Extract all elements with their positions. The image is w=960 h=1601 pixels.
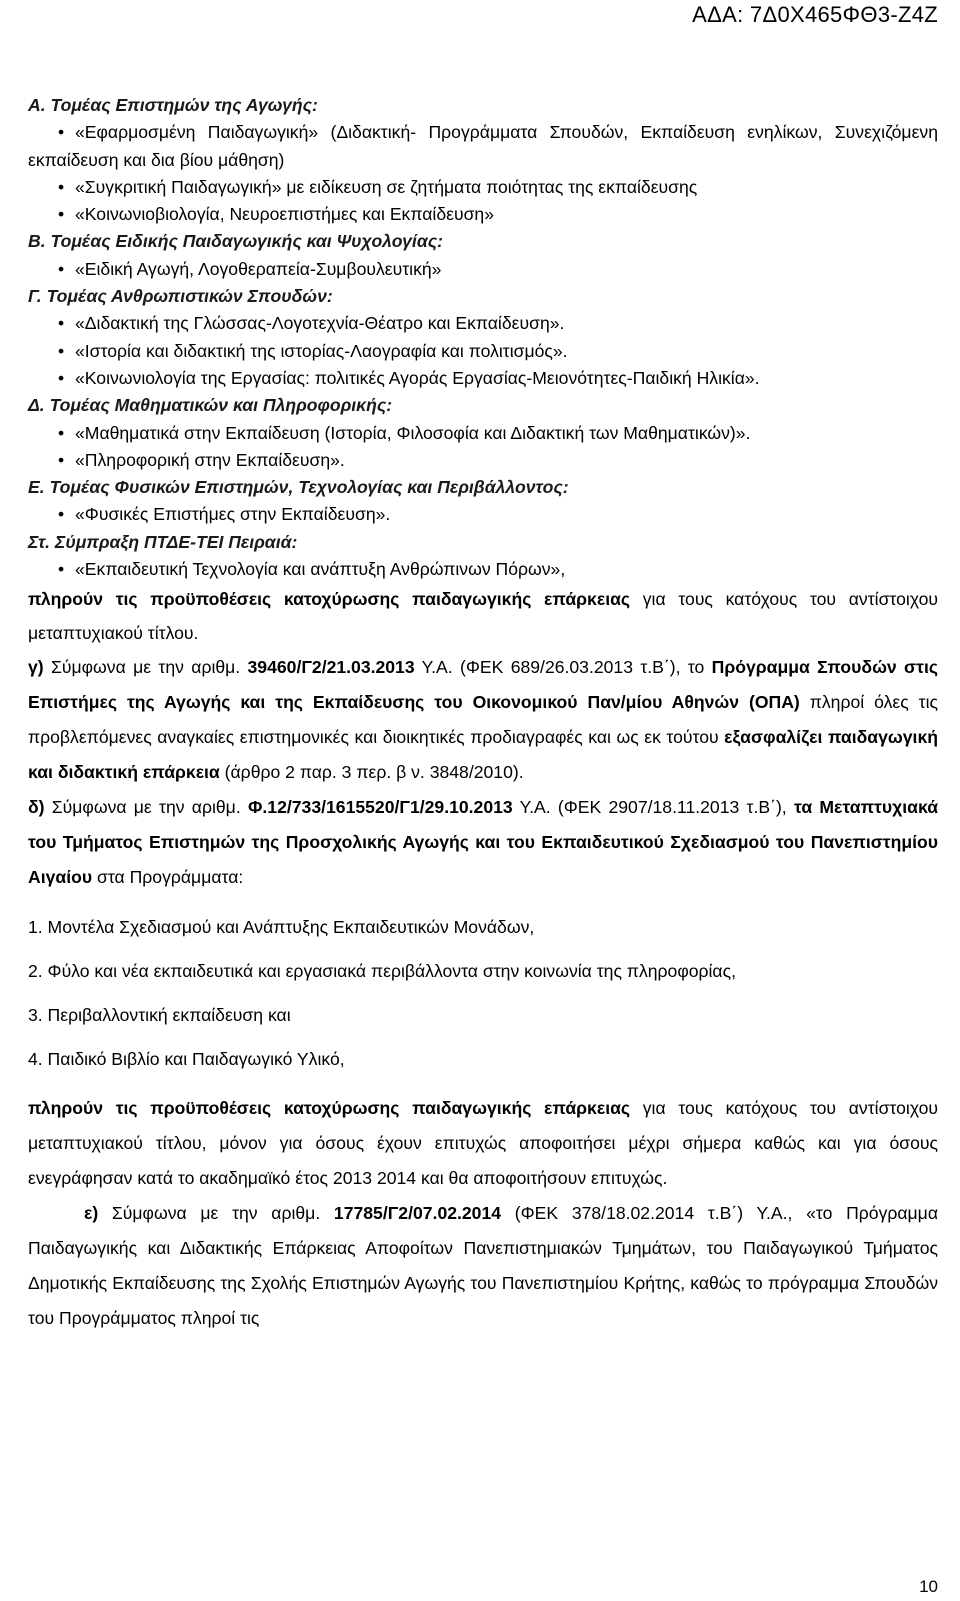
section-st-title: Στ. Σύμπραξη ΠΤΔΕ-ΤΕΙ Πειραιά: [28, 531, 298, 552]
list-item: • «Εκπαιδευτική Τεχνολογία και ανάπτυξη Ανθρώπινων Πόρων», [28, 556, 938, 583]
section-d-title: Δ. Τομέας Μαθηματικών και Πληροφορικής: [28, 395, 393, 416]
paragraph-epsilon [28, 1196, 938, 1336]
bold-text: πληρούν τις προϋποθέσεις κατοχύρωσης παιδαγωγικής επάρκειας [28, 589, 631, 610]
list-item: • «Εφαρμοσμένη Παιδαγωγική» (Διδακτική- Προγράμματα Σπουδών, Εκπαίδευση ενηλίκων, Συνεχιζόμενη εκπαίδευση και δια βίου μάθηση) [28, 119, 938, 174]
body-text: για τους κατόχους του αντίστοιχου μεταπτυχιακού τίτλου. [28, 589, 938, 643]
list-item: • «Κοινωνιοβιολογία, Νευροεπιστήμες και Εκπαίδευση» [28, 201, 938, 228]
list-item: • «Κοινωνιολογία της Εργασίας: πολιτικές Αγοράς Εργασίας-Μειονότητες-Παιδική Ηλικία». [28, 365, 938, 392]
ministerial-decision-ref: 39460/Γ2/21.03.2013 [247, 657, 415, 678]
list-item: • «Φυσικές Επιστήμες στην Εκπαίδευση». [28, 501, 938, 528]
paragraph-qualification-2 [28, 1091, 938, 1196]
bold-text: πληρούν τις προϋποθέσεις κατοχύρωσης παιδαγωγικής επάρκειας [28, 1098, 631, 1119]
list-item: • «Συγκριτική Παιδαγωγική» με ειδίκευση σε ζητήματα ποιότητας της εκπαίδευσης [28, 174, 938, 201]
section-a-title: Α. Τομέας Επιστημών της Αγωγής: [28, 95, 318, 115]
section-b-title: Β. Τομέας Ειδικής Παιδαγωγικής και Ψυχολογίας: [28, 231, 443, 252]
body-text: Σύμφωνα με την αριθμ. [43, 657, 248, 678]
list-item: • «Ιστορία και διδακτική της ιστορίας-Λαογραφία και πολιτισμός». [28, 338, 938, 365]
ministerial-decision-ref: Φ.12/733/1615520/Γ1/29.10.2013 [247, 797, 513, 818]
program-name: Πρόγραμμα Σπουδών στις Επιστήμες της Αγωγής και της Εκπαίδευσης του Οικονομικού Παν/μίου Αθηνών (ΟΠΑ) [28, 657, 938, 713]
paragraph-label: ε) [84, 1203, 99, 1224]
document-body [28, 92, 938, 1336]
paragraph-delta [28, 790, 938, 895]
program-item: 2. Φύλο και νέα εκπαιδευτικά και εργασιακά περιβάλλοντα στην κοινωνία της πληροφορίας, [28, 961, 736, 982]
bold-text: εξασφαλίζει παιδαγωγική και διδακτική επάρκεια [28, 727, 938, 783]
paragraph-qualification [28, 583, 938, 650]
body-text: Σύμφωνα με την αριθμ. [98, 1203, 334, 1224]
list-item: • «Ειδική Αγωγή, Λογοθεραπεία-Συμβουλευτική» [28, 256, 938, 283]
ministerial-decision-ref: 17785/Γ2/07.02.2014 [333, 1203, 502, 1224]
body-text: Σύμφωνα με την αριθμ. [44, 797, 248, 818]
section-c-title: Γ. Τομέας Ανθρωπιστικών Σπουδών: [28, 286, 333, 307]
body-text: στα Προγράμματα: [92, 867, 244, 888]
page-number: 10 [919, 1577, 938, 1596]
body-text: (άρθρο 2 παρ. 3 περ. β ν. 3848/2010). [219, 762, 524, 783]
list-item: • «Διδακτική της Γλώσσας-Λογοτεχνία-Θέατρο και Εκπαίδευση». [28, 310, 938, 337]
list-item: • «Πληροφορική στην Εκπαίδευση». [28, 447, 938, 474]
program-item: 1. Μοντέλα Σχεδιασμού και Ανάπτυξης Εκπαιδευτικών Μονάδων, [28, 917, 535, 938]
paragraph-gamma [28, 650, 938, 790]
program-item: 4. Παιδικό Βιβλίο και Παιδαγωγικό Υλικό, [28, 1049, 345, 1070]
section-e-title: Ε. Τομέας Φυσικών Επιστημών, Τεχνολογίας και Περιβάλλοντος: [28, 477, 569, 498]
body-text: για τους κατόχους του αντίστοιχου μεταπτυχιακού τίτλου, μόνον για όσους έχουν επιτυχώς αποφοιτήσει μέχρι σήμερα καθώς και για όσους ενεγράφησαν κατά το ακαδημαϊκό έτος 2013 2014 και θα αποφοιτήσουν επιτυχώς. [28, 1098, 938, 1189]
ada-code: ΑΔΑ: 7Δ0Χ465ΦΘ3-Ζ4Ζ [692, 2, 938, 27]
paragraph-label: γ) [28, 657, 44, 678]
list-item: • «Μαθηματικά στην Εκπαίδευση (Ιστορία, Φιλοσοφία και Διδακτική των Μαθηματικών)». [28, 420, 938, 447]
paragraph-label: δ) [28, 797, 45, 818]
body-text: Υ.Α. (ΦΕΚ 689/26.03.2013 τ.Β΄), το [414, 657, 712, 678]
body-text: (ΦΕΚ 378/18.02.2014 τ.Β΄) Υ.Α., «το Πρόγραμμα Παιδαγωγικής και Διδακτικής Επάρκειας Αποφοίτων Πανεπιστημιακών Τμημάτων, του Παιδαγωγικού Τμήματος Δημοτικής Εκπαίδευσης της Σχολής Επιστημών Αγωγής του Πανεπιστημίου Κρήτης, καθώς το πρόγραμμα Σπουδών του Προγράμματος πληροί τις [28, 1203, 938, 1329]
body-text: πληροί όλες τις προβλεπόμενες αναγκαίες επιστημονικές και διοικητικές προδιαγραφές και ως εκ τούτου [28, 692, 938, 748]
body-text: Υ.Α. (ΦΕΚ 2907/18.11.2013 τ.Β΄), [512, 797, 794, 818]
program-item: 3. Περιβαλλοντική εκπαίδευση και [28, 1005, 291, 1026]
bold-text: τα Μεταπτυχιακά του Τμήματος Επιστημών της Προσχολικής Αγωγής και του Εκπαιδευτικού Σχεδιασμού του Πανεπιστημίου Αιγαίου [28, 797, 939, 888]
